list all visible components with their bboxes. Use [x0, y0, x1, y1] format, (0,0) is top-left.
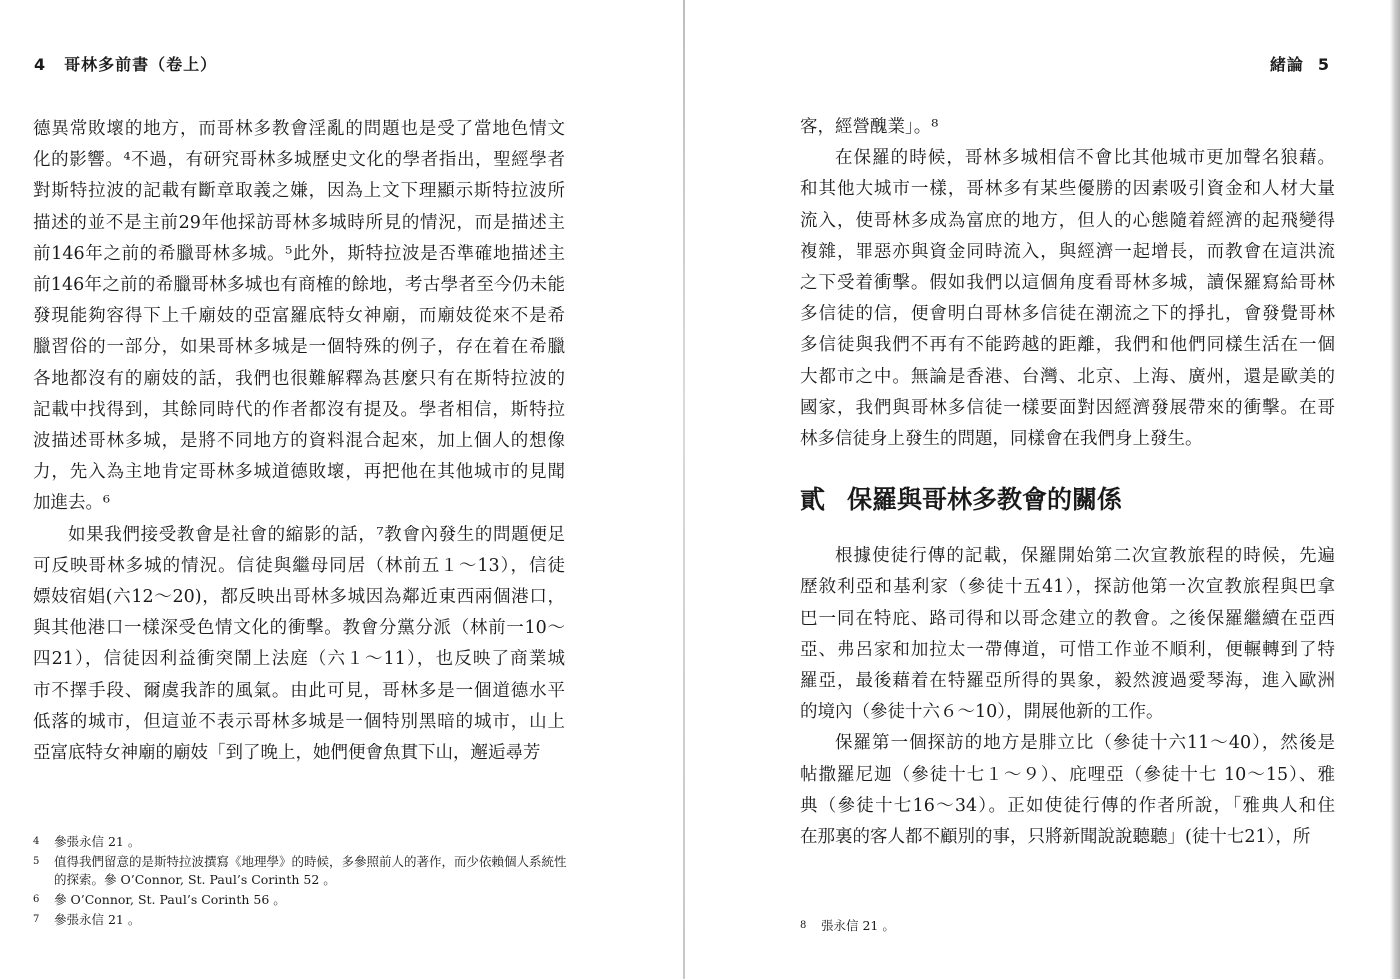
paragraph: [33, 520, 565, 770]
footnote-mark: 4: [33, 836, 40, 847]
left-header-title: 哥林多前書（卷上）: [64, 55, 218, 74]
text-line: 多信徒的信，便會明白哥林多信徒在潮流之下的掙扎，會發覺哥林: [800, 304, 1335, 325]
text-line: 客，經營醜業」。⁸: [800, 117, 939, 137]
footnote-mark: 6: [33, 894, 40, 905]
text-line: 的境內（參徒十六６～10），開展他新的工作。: [800, 702, 1164, 723]
section-title: 保羅與哥林多教會的關係: [847, 485, 1123, 515]
text-line: 保羅第一個探訪的地方是腓立比（參徒十六11～40），然後是: [835, 733, 1335, 754]
text-line: 林多信徒身上發生的問題，同樣會在我們身上發生。: [800, 429, 1203, 450]
text-line: 亞、弗呂家和加拉太一帶傳道，可惜工作並不順利，便輾轉到了特: [800, 639, 1335, 660]
footnote: [33, 853, 573, 889]
right-footnotes: [800, 917, 1340, 937]
footnote: [33, 911, 573, 929]
text-line: 各地都沒有的廟妓的話，我們也很難解釋為甚麼只有在斯特拉波的: [33, 368, 565, 389]
text-line: 加進去。⁶: [33, 493, 111, 514]
text-line: 根據使徒行傳的記載，保羅開始第二次宣教旅程的時候，先遍: [835, 546, 1335, 567]
text-line: 市不擇手段、爾虞我詐的風氣。由此可見，哥林多是一個道德水平: [33, 680, 565, 701]
paragraph: [800, 728, 1335, 853]
paragraph: [800, 541, 1335, 728]
book-gutter: [683, 0, 685, 979]
footnote-text: 值得我們留意的是斯特拉波撰寫《地理學》的時候，多參照前人的著作，而少依賴個人系統性的探索。參 O’Connor, St. Paul’s Corinth 52 。: [54, 854, 567, 887]
text-line: 波描述哥林多城，是將不同地方的資料混合起來，加上個人的想像: [33, 431, 565, 452]
text-line: 大都市之中。無論是香港、台灣、北京、上海、廣州，還是歐美的: [800, 366, 1335, 387]
text-line: 如果我們接受教會是社會的縮影的話，⁷教會內發生的問題便足: [68, 524, 565, 545]
footnote-mark: 7: [33, 914, 40, 925]
footnote-mark: 5: [33, 856, 40, 867]
footnote-text: 張永信 21 。: [821, 918, 895, 933]
right-header-title: 緒論: [1269, 55, 1304, 74]
text-line: 描述的並不是主前29年他採訪哥林多城時所見的情況，而是描述主: [33, 212, 565, 233]
text-line: 流入，使哥林多成為富庶的地方，但人的心態隨着經濟的起飛變得: [800, 210, 1335, 231]
right-running-header: [1270, 52, 1330, 75]
left-page: [0, 0, 690, 979]
footnote: [33, 833, 573, 851]
footnote: [33, 891, 573, 909]
text-line: 之下受着衝擊。假如我們以這個角度看哥林多城，讀保羅寫給哥林: [800, 273, 1335, 294]
text-line: 和其他大城市一樣，哥林多有某些優勝的因素吸引資金和人材大量: [800, 179, 1335, 200]
footnote: [800, 917, 1340, 935]
paragraph: [800, 112, 1335, 143]
text-line: 對斯特拉波的記載有斷章取義之嫌，因為上文下理顯示斯特拉波所: [33, 181, 565, 202]
footnote-text: 參張永信 21 。: [54, 834, 141, 849]
text-line: 複雜，罪惡亦與資金同時流入，與經濟一起增長，而教會在這洪流: [800, 241, 1335, 262]
right-body-text: [800, 112, 1335, 853]
paragraph: [800, 143, 1335, 455]
footnote-mark: 8: [800, 920, 807, 931]
left-footnotes: [33, 833, 573, 931]
text-line: 發現能夠容得下上千廟妓的亞富羅底特女神廟，而廟妓從來不是希: [33, 306, 565, 327]
text-line: 前146年之前的希臘哥林多城也有商榷的餘地，考古學者至今仍未能: [33, 275, 565, 296]
text-line: 典（參徒十七16～34）。正如使徒行傳的作者所說，「雅典人和住: [800, 795, 1335, 816]
text-line: 記載中找得到，其餘同時代的作者都沒有提及。學者相信，斯特拉: [33, 399, 565, 420]
text-line: 臘習俗的一部分，如果哥林多城是一個特殊的例子，存在着在希臘: [33, 337, 565, 358]
text-line: 國家，我們與哥林多信徒一樣要面對因經濟發展帶來的衝擊。在哥: [800, 397, 1335, 418]
text-line: 多信徒與我們不再有不能跨越的距離，我們和他們同樣生活在一個: [800, 335, 1335, 356]
text-line: 在保羅的時候，哥林多城相信不會比其他城市更加聲名狼藉。: [835, 148, 1335, 169]
section-heading: [800, 483, 1335, 517]
text-line: 嫖妓宿娼(六12～20)，都反映出哥林多城因為鄰近東西兩個港口，: [33, 587, 565, 608]
text-line: 化的影響。⁴不過，有研究哥林多城歷史文化的學者指出，聖經學者: [33, 150, 565, 171]
left-body-text: [33, 114, 565, 769]
right-page: [690, 0, 1400, 979]
text-line: 四21），信徒因利益衝突鬧上法庭（六１～11），也反映了商業城: [33, 649, 565, 670]
left-running-header: [34, 52, 217, 75]
text-line: 德異常敗壞的地方，而哥林多教會淫亂的問題也是受了當地色情文: [33, 119, 565, 139]
left-page-number: 4: [34, 55, 47, 74]
text-line: 亞富底特女神廟的廟妓「到了晚上，她們便會魚貫下山，邂逅尋芳: [33, 743, 541, 764]
footnote-text: 參 O’Connor, St. Paul’s Corinth 56 。: [54, 892, 286, 907]
page-edge-shadow: [1390, 0, 1400, 979]
text-line: 與其他港口一樣深受色情文化的衝擊。教會分黨分派（林前一10～: [33, 618, 565, 639]
text-line: 帖撒羅尼迦（參徒十七１～９）、庇哩亞（參徒十七 10～15）、雅: [800, 764, 1335, 785]
footnote-text: 參張永信 21 。: [54, 912, 141, 927]
text-line: 可反映哥林多城的情況。信徒與繼母同居（林前五１～13），信徒: [33, 555, 565, 576]
text-line: 羅亞，最後藉着在特羅亞所得的異象，毅然渡過愛琴海，進入歐洲: [800, 671, 1335, 692]
text-line: 巴一同在特庇、路司得和以哥念建立的教會。之後保羅繼續在亞西: [800, 608, 1335, 629]
right-page-number: 5: [1317, 55, 1330, 74]
text-line: 在那裏的客人都不顧別的事，只將新聞說說聽聽」(徒十七21），所: [800, 827, 1311, 848]
section-number: 貳: [800, 485, 826, 515]
text-line: 力，先入為主地肯定哥林多城道德敗壞，再把他在其他城市的見聞: [33, 462, 565, 483]
text-line: 歷敘利亞和基利家（參徒十五41），探訪他第一次宣教旅程與巴拿: [800, 577, 1335, 598]
text-line: 低落的城市，但這並不表示哥林多城是一個特別黑暗的城市，山上: [33, 711, 565, 732]
text-line: 前146年之前的希臘哥林多城。⁵此外，斯特拉波是否準確地描述主: [33, 243, 565, 264]
paragraph: [33, 114, 565, 520]
